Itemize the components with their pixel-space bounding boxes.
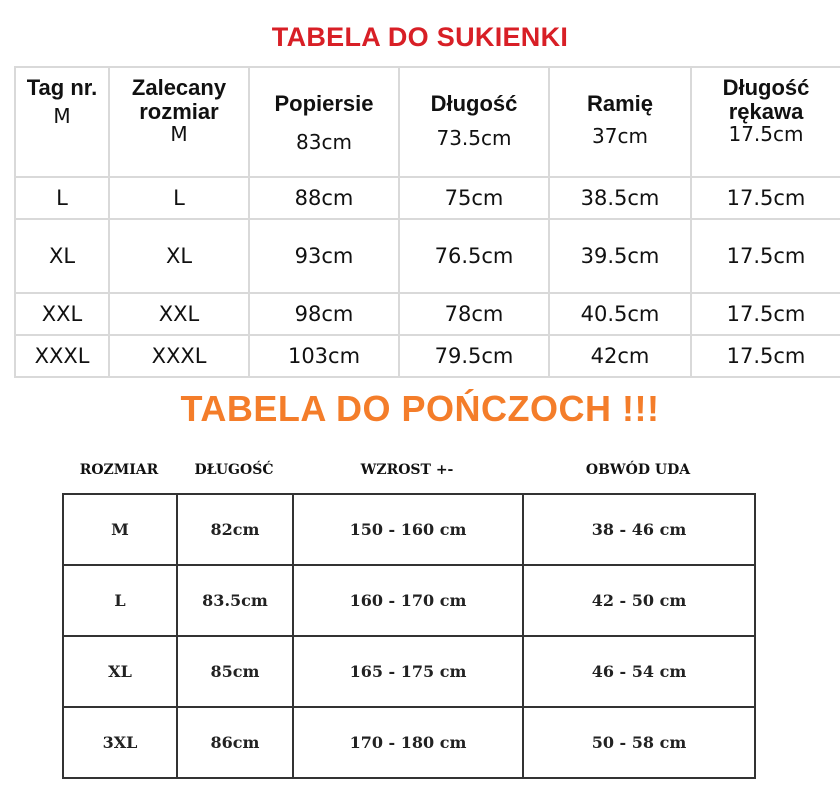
cell-size: XXL — [109, 293, 249, 335]
cell-size: XL — [63, 636, 177, 707]
header-sleeve-length — [691, 67, 840, 177]
cell-thigh: 50 - 58 cm — [523, 707, 755, 778]
cell-size: M — [63, 494, 177, 565]
cell-height: 160 - 170 cm — [293, 565, 523, 636]
cell-bust: 98cm — [249, 293, 399, 335]
cell-length: 82cm — [177, 494, 293, 565]
table-row — [63, 636, 755, 707]
header-height: WZROST +- — [360, 462, 454, 478]
cell-shoulder: 42cm — [549, 335, 691, 377]
table-row — [15, 219, 840, 293]
cell-size: L — [109, 177, 249, 219]
cell-value: M — [170, 122, 188, 146]
cell-length: 79.5cm — [399, 335, 549, 377]
dress-size-table — [14, 66, 840, 378]
dress-table-header-row — [15, 67, 840, 177]
cell-thigh: 38 - 46 cm — [523, 494, 755, 565]
stockings-size-table — [62, 493, 756, 779]
header-label: Zalecany rozmiar — [131, 75, 227, 124]
table-row — [15, 293, 840, 335]
cell-length: 78cm — [399, 293, 549, 335]
header-label: Długość — [430, 91, 518, 116]
cell-value: M — [53, 104, 71, 128]
cell-length: 83.5cm — [177, 565, 293, 636]
cell-size: XL — [109, 219, 249, 293]
header-recommended-size — [109, 67, 249, 177]
table-row — [63, 565, 755, 636]
cell-size: L — [63, 565, 177, 636]
cell-sleeve: 17.5cm — [691, 335, 840, 377]
header-label: Popiersie — [274, 91, 374, 116]
cell-height: 170 - 180 cm — [293, 707, 523, 778]
cell-sleeve: 17.5cm — [691, 219, 840, 293]
cell-thigh: 42 - 50 cm — [523, 565, 755, 636]
stockings-table-title: TABELA DO POŃCZOCH !!! — [180, 388, 660, 429]
header-label: Ramię — [586, 91, 654, 116]
cell-shoulder: 38.5cm — [549, 177, 691, 219]
cell-value: 73.5cm — [436, 126, 512, 150]
header-length — [399, 67, 549, 177]
cell-value: 37cm — [592, 124, 648, 148]
cell-tag: XL — [15, 219, 109, 293]
cell-length: 86cm — [177, 707, 293, 778]
cell-shoulder: 40.5cm — [549, 293, 691, 335]
cell-sleeve: 17.5cm — [691, 293, 840, 335]
cell-value: 17.5cm — [728, 122, 804, 146]
header-tag-nr — [15, 67, 109, 177]
table-row — [63, 707, 755, 778]
cell-length: 76.5cm — [399, 219, 549, 293]
header-bust — [249, 67, 399, 177]
cell-bust: 88cm — [249, 177, 399, 219]
cell-length: 85cm — [177, 636, 293, 707]
cell-length: 75cm — [399, 177, 549, 219]
cell-thigh: 46 - 54 cm — [523, 636, 755, 707]
header-shoulder — [549, 67, 691, 177]
header-size: ROZMIAR — [79, 462, 159, 478]
table-row — [15, 177, 840, 219]
cell-tag: L — [15, 177, 109, 219]
dress-table-title: TABELA DO SUKIENKI — [271, 22, 569, 52]
header-length: DŁUGOŚĆ — [194, 462, 274, 478]
cell-height: 165 - 175 cm — [293, 636, 523, 707]
cell-sleeve: 17.5cm — [691, 177, 840, 219]
cell-bust: 103cm — [249, 335, 399, 377]
cell-shoulder: 39.5cm — [549, 219, 691, 293]
header-label: Długość rękawa — [722, 75, 810, 124]
header-label: Tag nr. — [26, 75, 98, 100]
cell-size: 3XL — [63, 707, 177, 778]
table-row — [63, 494, 755, 565]
table-row — [15, 335, 840, 377]
cell-value: 83cm — [296, 130, 352, 154]
cell-size: XXXL — [109, 335, 249, 377]
cell-bust: 93cm — [249, 219, 399, 293]
header-thigh-circumference: OBWÓD UDA — [585, 462, 691, 478]
cell-tag: XXL — [15, 293, 109, 335]
cell-height: 150 - 160 cm — [293, 494, 523, 565]
cell-tag: XXXL — [15, 335, 109, 377]
